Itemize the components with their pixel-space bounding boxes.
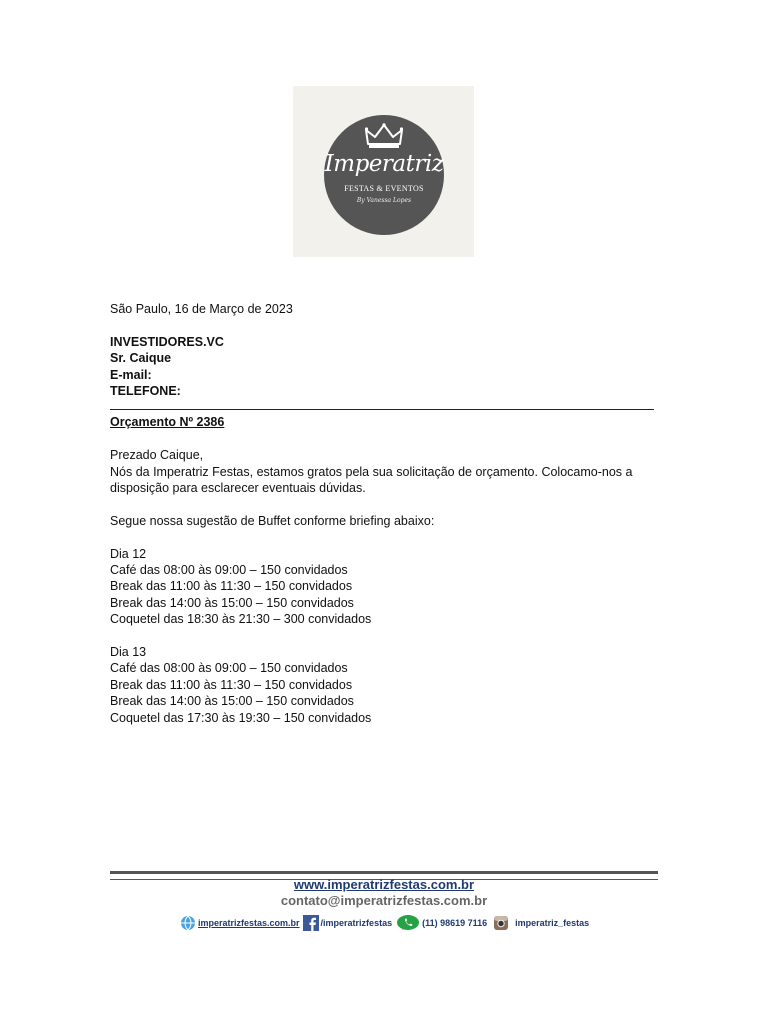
footer-facebook[interactable]: /imperatrizfestas (320, 918, 393, 928)
separator-line (110, 409, 654, 410)
schedule-item: Café das 08:00 às 09:00 – 150 convidados (110, 563, 348, 578)
schedule-item: Coquetel das 17:30 às 19:30 – 150 convidados (110, 710, 372, 725)
phone-label: TELEFONE: (110, 384, 181, 399)
logo-emblem (324, 115, 444, 235)
schedule-item: Break das 14:00 às 15:00 – 150 convidados (110, 694, 354, 709)
footer-email[interactable]: contato@imperatrizfestas.com.br (280, 893, 488, 908)
facebook-icon (303, 915, 319, 931)
globe-icon (180, 915, 196, 931)
quote-number: Orçamento Nº 2386 (110, 415, 225, 430)
logo-subtitle: FESTAS & EVENTOS (344, 184, 424, 193)
logo-signature: By Vanessa Lopes (356, 197, 412, 204)
company-logo (293, 86, 474, 257)
day-title: Dia 12 (110, 546, 147, 561)
crown-icon (365, 123, 403, 149)
footer-instagram[interactable]: imperatriz_festas (515, 918, 590, 928)
letter-body (110, 301, 660, 726)
logo-brand-name: Imperatriz (324, 151, 444, 177)
schedule-item: Break das 11:00 às 11:30 – 150 convidados (110, 579, 353, 594)
whatsapp-icon (396, 914, 420, 932)
greeting: Prezado Caique, (110, 448, 204, 463)
date-line: São Paulo, 16 de Março de 2023 (110, 302, 293, 316)
intro-paragraph: Nós da Imperatriz Festas, estamos gratos pela sua solicitação de orçamento. Colocamo-nos a disposição para esclarecer eventuais dúvidas. (110, 464, 633, 496)
recipient-name: Sr. Caique (110, 351, 172, 366)
footer-contacts (180, 913, 589, 933)
schedule-item: Break das 14:00 às 15:00 – 150 convidados (110, 595, 354, 610)
day-section (110, 644, 660, 726)
suggestion-line: Segue nossa sugestão de Buffet conforme briefing abaixo: (110, 513, 435, 528)
email-label: E-mail: (110, 367, 152, 382)
instagram-icon (493, 915, 509, 931)
day-title: Dia 13 (110, 645, 147, 660)
footer-website-link[interactable]: www.imperatrizfestas.com.br (293, 877, 475, 892)
day-section (110, 546, 660, 628)
schedule-item: Coquetel das 18:30 às 21:30 – 300 convidados (110, 612, 372, 627)
footer-whatsapp[interactable]: (11) 98619 7116 (422, 918, 488, 928)
recipient-company: INVESTIDORES.VC (110, 334, 224, 349)
schedule-item: Café das 08:00 às 09:00 – 150 convidados (110, 661, 348, 676)
footer-web-link[interactable]: imperatrizfestas.com.br (198, 918, 300, 928)
schedule-item: Break das 11:00 às 11:30 – 150 convidados (110, 677, 353, 692)
